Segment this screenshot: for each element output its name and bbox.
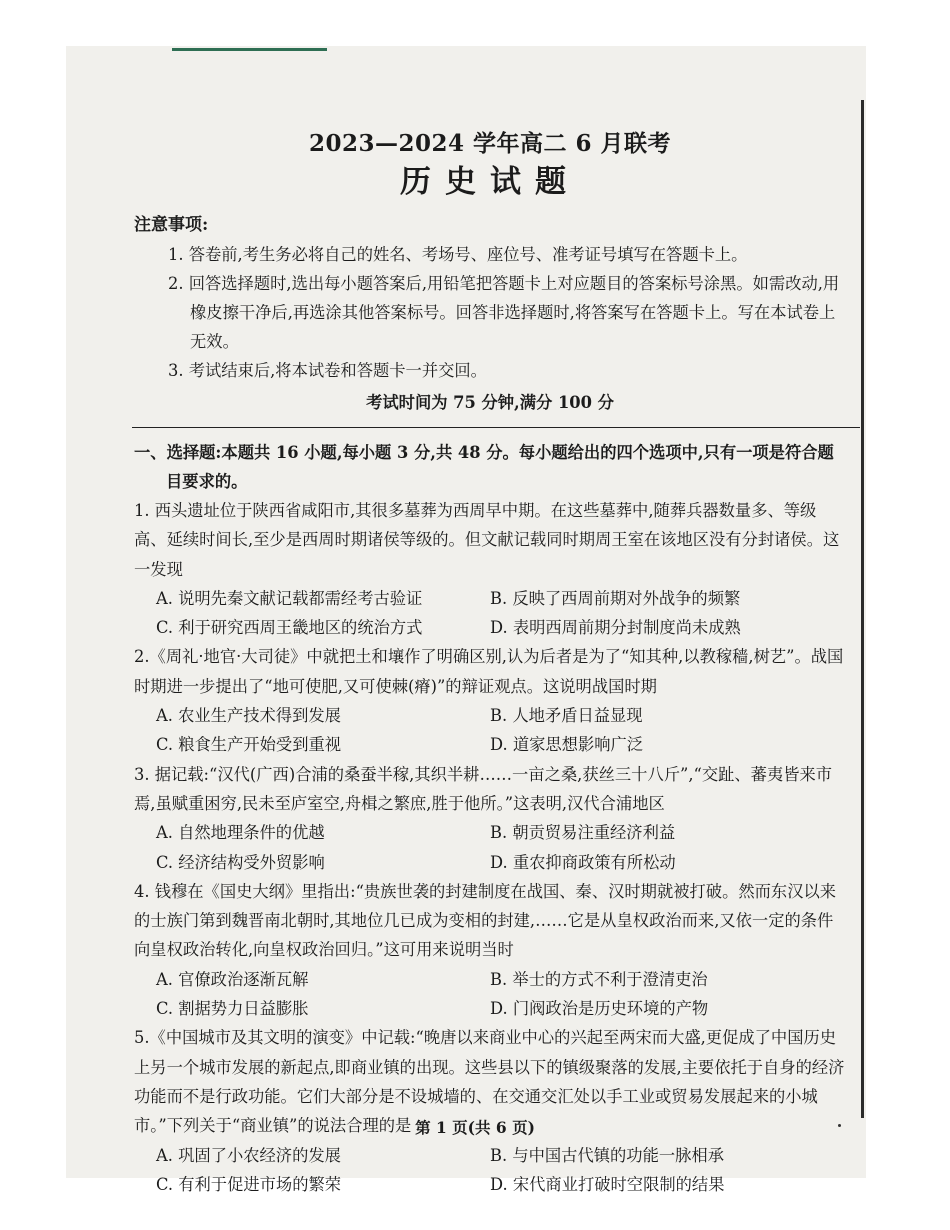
question-stem: 3. 据记载:“汉代(广西)合浦的桑蚕半稼,其织半耕……一亩之桑,获丝三十八斤”,“交趾、蕃夷皆来市焉,虽赋重困穷,民未至庐室空,舟楫之繁庶,胜于他所。”这表明,汉代合浦地区 <box>134 764 833 813</box>
question-4 <box>134 877 846 1023</box>
option-a: A. 自然地理条件的优越 <box>156 823 325 843</box>
option-b: B. 朝贡贸易注重经济利益 <box>490 823 676 843</box>
option-c: C. 经济结构受外贸影响 <box>156 852 325 872</box>
option-c: C. 粮食生产开始受到重视 <box>156 735 342 755</box>
question-stem: 1. 西头遗址位于陕西省咸阳市,其很多墓葬为西周早中期。在这些墓葬中,随葬兵器数量多、等级高、延续时间长,至少是西周时期诸侯等级的。但文献记载同时期周王室在该地区没有分封诸侯。这一发现 <box>134 501 840 579</box>
question-options <box>134 701 846 760</box>
option-c: C. 割据势力日益膨胀 <box>156 999 309 1019</box>
exam-subject: 历史试题 <box>400 164 580 200</box>
option-a: A. 巩固了小农经济的发展 <box>156 1145 341 1165</box>
option-d: D. 重农抑商政策有所松动 <box>490 852 676 872</box>
question-stem: 2.《周礼·地官·大司徒》中就把土和壤作了明确区别,认为后者是为了“知其种,以教稼穑,树艺”。战国时期进一步提出了“地可使肥,又可使棘(瘠)”的辩证观点。这说明战国时期 <box>134 647 844 696</box>
option-c: C. 利于研究西周王畿地区的统治方式 <box>156 618 423 638</box>
note-item-1: 1. 答卷前,考生务必将自己的姓名、考场号、座位号、准考证号填写在答题卡上。 <box>168 245 748 264</box>
top-green-rule <box>172 48 327 51</box>
note-item-2: 2. 回答选择题时,选出每小题答案后,用铅笔把答题卡上对应题目的答案标号涂黑。如需改动,用橡皮擦干净后,再选涂其他答案标号。回答非选择题时,将答案写在答题卡上。写在本试卷上无效。 <box>168 274 840 351</box>
right-margin-rule <box>861 100 864 1118</box>
notes-heading: 注意事项: <box>134 215 209 235</box>
option-b: B. 人地矛盾日益显现 <box>490 706 643 726</box>
question-options <box>134 584 846 643</box>
option-a: A. 农业生产技术得到发展 <box>156 706 341 726</box>
question-3 <box>134 760 846 877</box>
question-1 <box>134 496 846 642</box>
option-d: D. 门阀政治是历史环境的产物 <box>490 999 709 1019</box>
option-d: D. 道家思想影响广泛 <box>490 735 644 755</box>
exam-time: 考试时间为 75 分钟,满分 100 分 <box>366 393 614 412</box>
option-b: B. 反映了西周前期对外战争的频繁 <box>490 588 741 608</box>
option-d: D. 宋代商业打破时空限制的结果 <box>490 1174 725 1194</box>
page-content <box>134 128 846 1199</box>
question-stem: 5.《中国城市及其文明的演变》中记载:“晚唐以来商业中心的兴起至两宋而大盛,更促成了中国历史上另一个城市发展的新起点,即商业镇的出现。这些县以下的镇级聚落的发展,主要依托于自身的经济功能而不是行政功能。它们大部分是不设城墙的、在交通交汇处以手工业或贸易发展起来的小城市。”下列关于“商业镇”的说法合理的是 <box>134 1028 845 1136</box>
question-options <box>134 1141 846 1200</box>
option-b: B. 举士的方式不利于澄清吏治 <box>490 969 708 989</box>
section-heading: 一、选择题:本题共 16 小题,每小题 3 分,共 48 分。每小题给出的四个选项中,只有一项是符合题目要求的。 <box>134 443 834 491</box>
question-2 <box>134 642 846 759</box>
section-divider <box>132 427 860 428</box>
question-5 <box>134 1023 846 1199</box>
note-item-3: 3. 考试结束后,将本试卷和答题卡一并交回。 <box>168 361 487 380</box>
option-d: D. 表明西周前期分封制度尚未成熟 <box>490 618 741 638</box>
question-stem: 4. 钱穆在《国史大纲》里指出:“贵族世袭的封建制度在战国、秦、汉时期就被打破。然而东汉以来的士族门第到魏晋南北朝时,其地位几已成为变相的封建,……它是从皇权政治而来,又依一定的条件向皇权政治转化,向皇权政治回归。”这可用来说明当时 <box>134 881 837 960</box>
option-a: A. 官僚政治逐渐瓦解 <box>156 969 309 989</box>
option-b: B. 与中国古代镇的功能一脉相承 <box>490 1145 724 1165</box>
question-options <box>134 818 846 877</box>
option-a: A. 说明先秦文献记载都需经考古验证 <box>156 588 423 608</box>
option-c: C. 有利于促进市场的繁荣 <box>156 1174 342 1194</box>
exam-title: 2023—2024 学年高二 6 月联考 <box>308 130 672 157</box>
question-options <box>134 965 846 1024</box>
page-number: 第 1 页(共 6 页) <box>415 1118 535 1137</box>
